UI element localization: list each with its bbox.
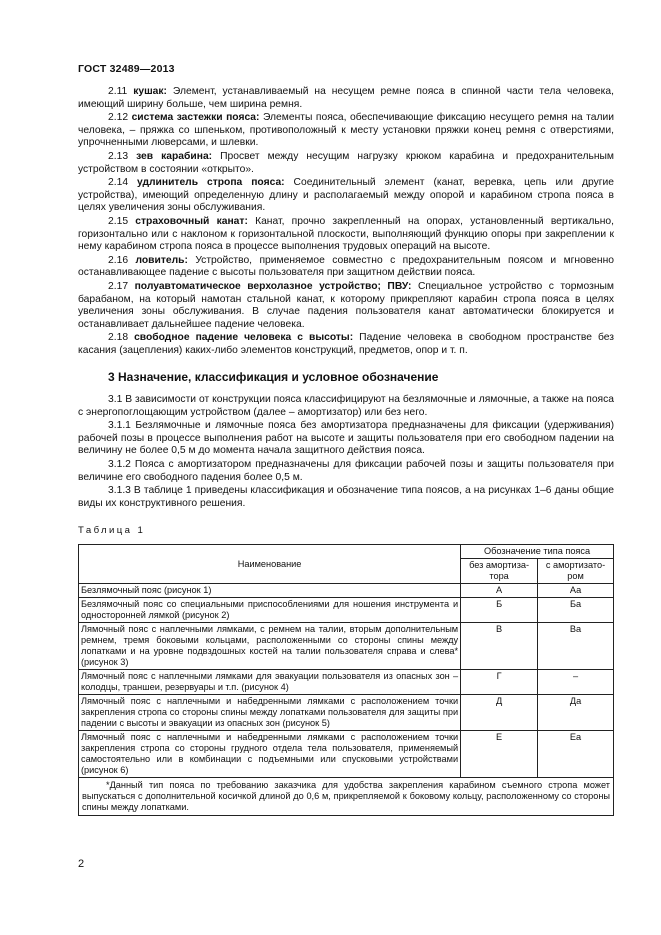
definition-term: система застежки пояса:: [131, 112, 260, 124]
table-row: [79, 695, 614, 731]
belt-name-cell: Лямочный пояс с наплечными и набедренными лямками с расположением точки закрепления стропа со стороны грудного отдела тела пользователя, применяемый самостоятельно или в комбинации с подъемными или спусковыми устройствами (рисунок 6): [79, 731, 461, 778]
definition-term: свободное падение человека с высоты:: [134, 332, 354, 344]
definition-item: [78, 86, 614, 111]
table-row: [79, 584, 614, 598]
definition-text: Падение человека в свободном пространстве без касания (зацепления) каких-либо элементов конструкций, предметов, опор и т. п.: [78, 332, 614, 356]
definition-text: Канат, прочно закрепленный на опорах, установленный вертикально, горизонтально или с наклоном к горизонтальной плоскости, выполняющий функцию опоры при закреплении к нему карабином стропа пояса в процессе выполнения трудовых операций на высоте.: [78, 215, 614, 253]
header-type-group: Обозначение типа пояса: [461, 545, 614, 559]
section-paragraphs: [78, 394, 614, 510]
definition-text: Просвет между несущим нагрузку крюком карабина и предохранительным устройством в состоянии «открыто».: [78, 150, 614, 175]
code-with-absorber: Ба: [538, 598, 614, 623]
definition-term: зев карабина:: [136, 150, 213, 162]
header-name: Наименование: [79, 545, 461, 584]
code-without-absorber: Г: [461, 670, 538, 695]
definition-item: [78, 255, 614, 280]
definition-item: [78, 216, 614, 254]
code-with-absorber: Еа: [538, 731, 614, 778]
section-paragraph: 3.1 В зависимости от конструкции пояса классифицируют на безлямочные и лямочные, а также на пояса с энергопоглощающим устройством (далее – амортизатор) или без него.: [78, 394, 614, 418]
belt-name-cell: Лямочный пояс с наплечными лямками для эвакуации пользователя из опасных зон – колодцы, траншеи, резервуары и т.п. (рисунок 4): [79, 670, 461, 695]
code-without-absorber: А: [461, 584, 538, 598]
table-row: [79, 598, 614, 623]
table-body: [79, 584, 614, 778]
code-without-absorber: Д: [461, 695, 538, 731]
page-number: 2: [78, 858, 85, 870]
definition-number: 2.16: [108, 254, 129, 266]
definition-number: 2.14: [108, 177, 129, 189]
definition-number: 2.11: [108, 86, 128, 97]
belt-name-cell: Безлямочный пояс (рисунок 1): [79, 584, 461, 598]
code-without-absorber: Б: [461, 598, 538, 623]
definition-item: [78, 151, 614, 176]
definition-number: 2.15: [108, 215, 129, 227]
code-without-absorber: Е: [461, 731, 538, 778]
belt-name-cell: Лямочный пояс с наплечными и набедренными лямками с расположением точки закрепления стропа со стороны спины между лопатками пользователя для защиты при падении с высоты и эвакуации из опасных зон (рисунок 5): [79, 695, 461, 731]
page-content: [78, 86, 614, 816]
classification-table: [78, 544, 614, 816]
belt-name-cell: Безлямочный пояс со специальными приспособлениями для ношения инструмента и односторонней лямкой (рисунок 2): [79, 598, 461, 623]
definition-text: Соединительный элемент (канат, веревка, цепь или другие устройства), имеющий определенную длину и располагаемый между опорой и карабином стропа пояса в целях увеличения зоны обслуживания.: [78, 177, 614, 214]
definition-text: Специальное устройство с тормозным барабаном, на который намотан стальной канат, к которому прикрепляют карабин стропа пояса в целях увеличения зоны обслуживания. В случае падения пользователя канат автоматически блокируется и останавливает дальнейшее падение человека.: [78, 280, 614, 330]
section-paragraph: 3.1.1 Безлямочные и лямочные пояса без амортизатора предназначены для фиксации (удерживания) рабочей позы в процессе выполнения работ на высоте и защиты пользователя при его свободном падении на величину не более 0,5 м до момента начала защитного действия пояса.: [78, 420, 614, 457]
table-footnote: *Данный тип пояса по требованию заказчика для удобства закрепления карабином съемного стропа может выпускаться с дополнительной косичкой длиной до 0,6 м, прикрепляемой к боковому кольцу, расположенному со стороны спины между лопатками.: [79, 778, 614, 816]
header-with-absorber: с амортизато-ром: [538, 559, 614, 584]
section-title: 3 Назначение, классификация и условное обозначение: [108, 370, 439, 385]
code-with-absorber: Ва: [538, 623, 614, 670]
definition-item: [78, 332, 614, 357]
definition-term: полуавтоматическое верхолазное устройство; ПВУ:: [134, 280, 412, 292]
definition-text: Элементы пояса, обеспечивающие фиксацию несущего ремня на талии человека, – пряжка со шпеньком, противоположный к месту установки пряжки конец ремня с отверстиями, упрочненными люверсами, и шлевки.: [78, 112, 614, 149]
table-row: [79, 670, 614, 695]
definitions-list: [78, 86, 614, 357]
definition-term: страховочный канат:: [135, 215, 248, 227]
definition-term: кушак:: [133, 86, 167, 97]
code-with-absorber: Аа: [538, 584, 614, 598]
definition-item: [78, 281, 614, 331]
document-header: ГОСТ 32489—2013: [78, 63, 175, 75]
table-caption: Таблица 1: [78, 525, 146, 537]
definition-item: [78, 177, 614, 215]
table-row: [79, 731, 614, 778]
header-without-absorber: без амортиза-тора: [461, 559, 538, 584]
definition-number: 2.12: [108, 112, 129, 124]
code-without-absorber: В: [461, 623, 538, 670]
code-with-absorber: Да: [538, 695, 614, 731]
definition-text: Элемент, устанавливаемый на несущем ремне пояса в спинной части тела человека, имеющий ширину больше, чем ширина ремня.: [78, 86, 614, 110]
table-row: [79, 623, 614, 670]
definition-term: ловитель:: [135, 254, 188, 266]
definition-number: 2.13: [108, 150, 129, 162]
definition-item: [78, 112, 614, 150]
definition-term: удлинитель стропа пояса:: [136, 177, 285, 189]
definition-number: 2.18: [108, 332, 129, 344]
section-paragraph: 3.1.3 В таблице 1 приведены классификация и обозначение типа поясов, а на рисунках 1–6 даны общие виды их конструктивного решения.: [78, 485, 614, 509]
belt-name-cell: Лямочный пояс с наплечными лямками, с ремнем на талии, вторым дополнительным ремнем, тремя боковыми кольцами, расположенными со стороны спины между лопатками и на уровне подвздошных костей на талии пользователя справа и слева* (рисунок 3): [79, 623, 461, 670]
definition-number: 2.17: [108, 280, 129, 292]
code-with-absorber: –: [538, 670, 614, 695]
section-paragraph: 3.1.2 Пояса с амортизатором предназначены для фиксации рабочей позы и защиты пользователя при величине его свободного падения более 0,5 м.: [78, 459, 614, 483]
definition-text: Устройство, применяемое совместно с предохранительным поясом и мгновенно останавливающее падение с высоты пользователя при защитном действии пояса.: [78, 254, 614, 279]
